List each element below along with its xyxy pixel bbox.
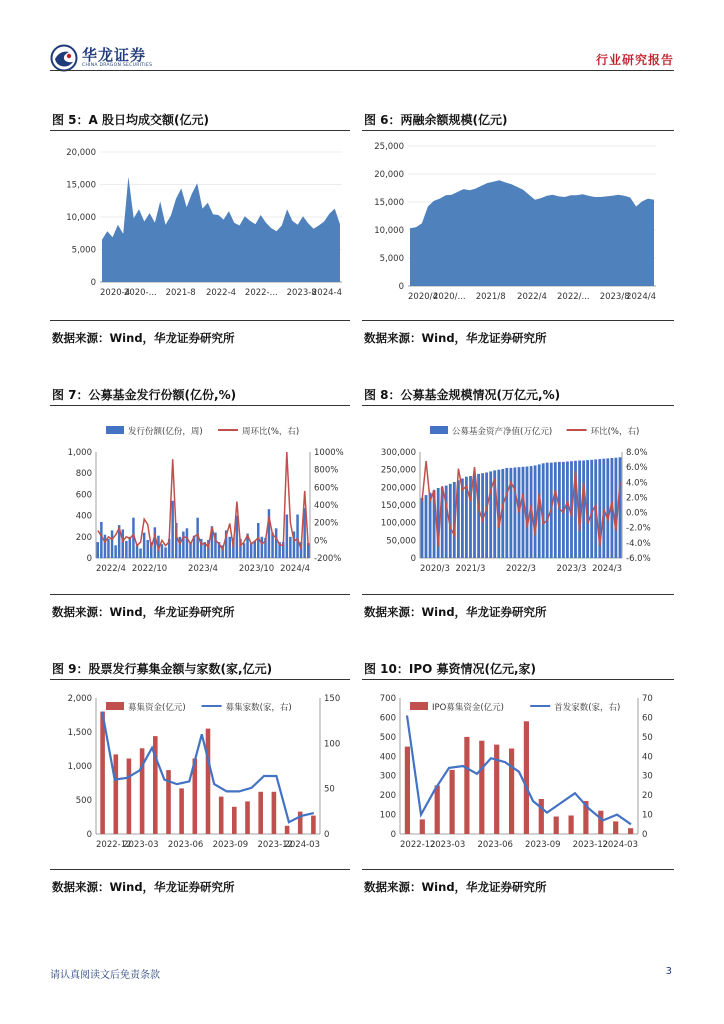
fig8-bar xyxy=(473,475,476,558)
fig8-bar xyxy=(485,473,488,559)
fig7-ytick-right-label: 200% xyxy=(314,518,339,529)
fig8-bar xyxy=(619,457,622,558)
figure-5-top-rule xyxy=(50,130,350,131)
fig7-bar xyxy=(147,540,150,558)
fig7-bar xyxy=(261,537,264,558)
fig8-ytick-label: 150,000 xyxy=(380,501,416,511)
fig7-xtick-label: 2024/4 xyxy=(280,564,310,574)
fig7-bar xyxy=(179,537,182,558)
fig6-ytick-label: 0 xyxy=(398,282,404,292)
figure-7-source: 数据来源：Wind，华龙证券研究所 xyxy=(52,605,235,619)
fig5-ytick-label: 5,000 xyxy=(71,245,96,256)
figure-6-source: 数据来源：Wind，华龙证券研究所 xyxy=(364,331,547,345)
fig9-xtick-label: 2023-03 xyxy=(123,840,159,850)
figure-10-chart xyxy=(364,688,672,863)
fig7-xtick-label: 2022/10 xyxy=(131,564,168,574)
fig10-ytick-right-label: 70 xyxy=(642,694,653,704)
fig6-ytick-label: 25,000 xyxy=(374,142,404,152)
fig7-bar xyxy=(275,528,278,558)
fig7-bar xyxy=(154,527,157,558)
fig7-bar xyxy=(286,515,289,559)
fig8-ytick-right-label: 0.0% xyxy=(626,508,648,519)
figure-5-bottom-rule xyxy=(50,320,350,321)
fig7-ytick-right-label: 0% xyxy=(314,536,328,547)
fig7-ytick-right-label: 400% xyxy=(314,501,339,511)
figure-9-source: 数据来源：Wind，华龙证券研究所 xyxy=(52,880,235,894)
fig9-ytick-right-label: 50 xyxy=(324,784,335,795)
fig5-xtick-label: 2023-8 xyxy=(286,288,317,298)
fig9-ytick-label: 500 xyxy=(75,796,92,806)
fig5-xtick-label: 2020-... xyxy=(123,288,157,298)
fig9-bar xyxy=(311,816,316,834)
fig7-bar xyxy=(97,542,100,558)
fig10-legend-line-label: 首发家数(家，右) xyxy=(554,703,621,713)
fig7-ytick-label: 400 xyxy=(75,511,92,522)
fig7-xtick-label: 2023/4 xyxy=(188,564,218,574)
report-type-label: 行业研究报告 xyxy=(595,53,674,67)
figure-8-bottom-rule xyxy=(362,594,674,595)
fig7-legend-bar-label: 发行份额(亿份，周) xyxy=(128,427,203,437)
fig10-line-series xyxy=(407,716,631,825)
fig7-bar xyxy=(104,535,107,558)
fig9-bar xyxy=(285,826,290,834)
figure-7-chart xyxy=(52,416,348,586)
fig10-legend-bar-swatch xyxy=(410,702,428,710)
fig9-bar xyxy=(232,807,237,834)
figure-9-caption: 图 9：股票发行募集金额与家数(家,亿元) xyxy=(52,662,273,676)
fig8-bar xyxy=(615,458,618,558)
figure-9-top-rule xyxy=(50,679,350,680)
fig6-xtick-label: 2022/... xyxy=(557,292,590,302)
fig7-ytick-right-label: 800% xyxy=(314,465,339,476)
fig8-legend-line-label: 环比(%，右) xyxy=(590,427,640,437)
fig10-ytick-label: 300 xyxy=(379,771,396,782)
fig5-ytick-label: 0 xyxy=(90,278,96,288)
fig10-ytick-label: 400 xyxy=(379,752,396,763)
fig7-legend-line-label: 周环比(%，右) xyxy=(242,427,300,437)
fig10-ytick-right-label: 0 xyxy=(642,830,648,840)
fig7-bar xyxy=(186,528,189,558)
fig10-bar xyxy=(420,819,425,834)
logo-english-name: CHINA DRAGON SECURITIES xyxy=(82,63,153,68)
fig6-ytick-label: 10,000 xyxy=(374,226,404,236)
fig10-xtick-label: 2023-06 xyxy=(477,840,513,850)
fig10-ytick-right-label: 50 xyxy=(642,732,653,743)
fig6-svg xyxy=(364,136,672,316)
fig7-ytick-label: 0 xyxy=(86,554,92,564)
fig7-bar xyxy=(296,515,299,559)
fig9-ytick-label: 2,000 xyxy=(67,694,92,704)
fig10-xtick-label: 2023-03 xyxy=(429,840,466,850)
figure-8-top-rule xyxy=(362,405,674,406)
fig7-ytick-label: 1,000 xyxy=(67,448,92,458)
fig10-bar xyxy=(509,749,514,835)
fig9-bar xyxy=(179,788,184,834)
fig7-bar xyxy=(129,537,132,558)
fig7-bar xyxy=(139,549,142,559)
fig8-ytick-label: 200,000 xyxy=(380,483,416,494)
header-divider xyxy=(50,70,674,71)
fig7-ytick-right-label: -200% xyxy=(314,554,342,564)
fig10-ytick-right-label: 40 xyxy=(642,752,653,763)
fig5-ytick-label: 10,000 xyxy=(66,213,96,223)
fig9-bar xyxy=(100,712,105,834)
fig10-ytick-right-label: 10 xyxy=(642,810,653,821)
fig7-bar xyxy=(161,544,164,558)
fig10-bar xyxy=(628,828,633,834)
fig9-ytick-label: 1,500 xyxy=(67,728,92,738)
fig7-bar xyxy=(243,543,246,558)
fig6-ytick-label: 20,000 xyxy=(374,170,404,180)
figure-5-caption: 图 5：A 股日均成交额(亿元) xyxy=(52,113,209,127)
figure-7-caption: 图 7：公募基金发行份额(亿份,%) xyxy=(52,388,237,402)
fig9-legend-bar-swatch xyxy=(106,702,124,710)
fig9-legend-line-label: 募集家数(家，右) xyxy=(225,703,292,713)
fig8-bar xyxy=(489,471,492,558)
fig9-bar xyxy=(258,792,263,834)
fig7-bar xyxy=(164,547,167,558)
dragon-logo-icon xyxy=(50,44,78,72)
fig10-ytick-label: 700 xyxy=(379,694,396,704)
fig9-xtick-label: 2022-12 xyxy=(96,840,132,850)
fig7-ytick-right-label: 600% xyxy=(314,483,339,494)
fig8-xtick-label: 2020/3 xyxy=(420,564,450,574)
figure-10-source: 数据来源：Wind，华龙证券研究所 xyxy=(364,880,547,894)
fig7-legend-bar-swatch xyxy=(106,426,124,434)
fig7-ytick-right-label: 1000% xyxy=(314,448,344,458)
fig8-bar xyxy=(477,474,480,558)
fig6-ytick-label: 15,000 xyxy=(374,198,404,208)
figure-9-chart xyxy=(52,688,348,863)
fig5-xtick-label: 2022-4 xyxy=(205,288,237,298)
fig5-xtick-label: 2021-8 xyxy=(165,288,196,298)
fig6-xtick-label: 2023/8 xyxy=(599,292,630,302)
fig9-ytick-right-label: 0 xyxy=(324,830,330,840)
fig8-ytick-right-label: -2.0% xyxy=(626,523,651,534)
fig10-svg xyxy=(364,688,672,863)
fig8-bar xyxy=(590,460,593,558)
fig7-ytick-label: 600 xyxy=(75,490,92,501)
fig8-svg xyxy=(364,416,672,586)
fig8-bar xyxy=(554,462,557,558)
fig7-bar xyxy=(114,545,117,558)
fig9-bar xyxy=(245,801,250,834)
fig7-bar xyxy=(289,537,292,558)
fig8-ytick-label: 100,000 xyxy=(380,518,416,529)
fig8-bar xyxy=(582,461,585,559)
fig7-xtick-label: 2023/10 xyxy=(238,564,275,574)
fig6-xtick-label: 2020/4 xyxy=(408,292,438,302)
fig8-xtick-label: 2023/3 xyxy=(556,564,587,574)
fig9-xtick-label: 2024-03 xyxy=(284,840,320,850)
fig7-bar xyxy=(143,533,146,558)
fig8-bar xyxy=(514,468,517,559)
fig10-xtick-label: 2023-12 xyxy=(572,840,609,850)
fig8-line-series xyxy=(422,461,620,546)
figure-5-source: 数据来源：Wind，华龙证券研究所 xyxy=(52,331,235,345)
fig8-ytick-right-label: 2.0% xyxy=(626,493,648,504)
figure-10-caption: 图 10：IPO 募资情况(亿元,家) xyxy=(364,662,537,676)
fig8-bar xyxy=(566,462,569,559)
fig10-bar xyxy=(554,817,559,835)
fig10-bar xyxy=(435,785,440,834)
figure-7-top-rule xyxy=(50,405,350,406)
fig8-bar xyxy=(429,493,432,558)
fig10-bar xyxy=(569,816,574,835)
fig10-bar xyxy=(613,821,618,834)
fig9-bar xyxy=(272,792,277,834)
fig7-bar xyxy=(125,541,128,558)
fig10-ytick-label: 100 xyxy=(379,810,396,821)
fig8-bar xyxy=(546,463,549,558)
fig8-bar xyxy=(505,468,508,558)
fig9-legend-bar-label: 募集资金(亿元) xyxy=(128,703,186,713)
footer-disclaimer: 请认真阅读文后免责条款 xyxy=(50,970,160,981)
fig10-xtick-label: 2023-09 xyxy=(525,840,561,850)
fig7-bar xyxy=(254,541,257,558)
fig8-bar xyxy=(522,467,525,558)
fig7-bar xyxy=(100,522,103,558)
fig9-xtick-label: 2023-12 xyxy=(257,840,293,850)
fig7-bar xyxy=(171,501,174,558)
fig7-svg xyxy=(52,416,348,586)
fig10-bar xyxy=(479,741,484,834)
fig10-bar xyxy=(494,745,499,834)
fig5-area-series xyxy=(102,177,340,282)
fig7-bar xyxy=(111,530,114,558)
fig9-bar xyxy=(206,729,211,834)
fig10-legend-bar-label: IPO募集资金(亿元) xyxy=(432,703,504,713)
fig7-bar xyxy=(136,545,139,558)
fig8-ytick-right-label: -4.0% xyxy=(626,538,651,549)
fig10-xtick-label: 2024-03 xyxy=(602,840,638,850)
fig5-ytick-label: 15,000 xyxy=(66,180,96,191)
fig8-ytick-right-label: -6.0% xyxy=(626,554,651,564)
figure-8-caption: 图 8：公募基金规模情况(万亿元,%) xyxy=(364,388,561,402)
fig5-ytick-label: 20,000 xyxy=(66,148,96,158)
fig9-svg xyxy=(52,688,348,863)
fig6-ytick-label: 5,000 xyxy=(379,254,404,264)
fig7-bar xyxy=(107,539,110,558)
figure-8-chart xyxy=(364,416,672,586)
fig8-ytick-right-label: 8.0% xyxy=(626,448,648,458)
fig9-xtick-label: 2023-09 xyxy=(212,840,249,850)
figure-5-chart xyxy=(52,140,348,315)
figure-7-bottom-rule xyxy=(50,594,350,595)
figure-8-source: 数据来源：Wind，华龙证券研究所 xyxy=(364,605,547,619)
fig10-ytick-right-label: 30 xyxy=(642,771,653,782)
fig8-ytick-right-label: 6.0% xyxy=(626,463,648,474)
fig10-bar xyxy=(598,811,603,834)
figure-10-top-rule xyxy=(362,679,674,680)
fig10-bar xyxy=(450,770,455,834)
fig7-bar xyxy=(122,529,125,558)
fig8-xtick-label: 2021/3 xyxy=(455,564,486,574)
fig6-xtick-label: 2021/8 xyxy=(475,292,506,302)
fig8-ytick-label: 300,000 xyxy=(380,448,416,458)
fig10-ytick-right-label: 60 xyxy=(642,713,653,724)
company-logo xyxy=(50,44,160,72)
fig8-legend-bar-label: 公募基金资产净值(万亿元) xyxy=(452,427,553,437)
fig10-bar xyxy=(405,747,410,834)
page-number: 3 xyxy=(665,966,672,977)
fig7-bar xyxy=(250,543,253,558)
fig9-ytick-right-label: 150 xyxy=(324,694,341,704)
fig10-ytick-label: 200 xyxy=(379,791,396,802)
fig10-ytick-right-label: 20 xyxy=(642,791,653,802)
fig8-bar xyxy=(526,467,529,559)
fig10-bar xyxy=(539,799,544,834)
fig8-bar xyxy=(445,486,448,558)
fig6-xtick-label: 2024/4 xyxy=(626,292,656,302)
fig8-ytick-right-label: 4.0% xyxy=(626,478,648,489)
fig9-bar xyxy=(114,754,119,834)
fig5-svg xyxy=(52,140,348,315)
fig5-xtick-label: 2020-4 xyxy=(100,288,131,298)
fig9-bar xyxy=(219,797,224,834)
figure-6-caption: 图 6：两融余额规模(亿元) xyxy=(364,113,508,127)
fig10-bar xyxy=(464,737,469,834)
figure-10-bottom-rule xyxy=(362,869,674,870)
fig10-bar xyxy=(524,721,529,834)
fig10-ytick-label: 0 xyxy=(390,830,396,840)
fig7-ytick-label: 200 xyxy=(75,532,92,543)
fig8-bar xyxy=(542,463,545,558)
fig8-bar xyxy=(421,498,424,558)
fig7-xtick-label: 2022/4 xyxy=(96,564,126,574)
fig6-xtick-label: 2020/... xyxy=(433,292,466,302)
figure-9-bottom-rule xyxy=(50,869,350,870)
fig8-bar xyxy=(602,459,605,558)
fig8-xtick-label: 2024/3 xyxy=(592,564,622,574)
fig7-bar xyxy=(182,532,185,559)
fig9-bar xyxy=(127,759,132,835)
fig9-xtick-label: 2023-06 xyxy=(167,840,204,850)
figure-6-bottom-rule xyxy=(362,320,674,321)
fig5-xtick-label: 2022-... xyxy=(244,288,278,298)
fig7-ytick-label: 800 xyxy=(75,469,92,480)
fig6-xtick-label: 2022/4 xyxy=(517,292,547,302)
fig9-ytick-right-label: 100 xyxy=(324,739,341,750)
logo-chinese-name: 华龙证券 xyxy=(82,46,147,64)
figure-6-top-rule xyxy=(362,130,674,131)
fig8-legend-bar-swatch xyxy=(430,426,448,434)
fig8-ytick-label: 0 xyxy=(410,554,416,564)
figure-6-chart xyxy=(364,136,672,316)
fig10-ytick-label: 500 xyxy=(379,732,396,743)
fig7-bar xyxy=(229,537,232,558)
fig9-ytick-label: 0 xyxy=(86,830,92,840)
fig10-ytick-label: 600 xyxy=(379,713,396,724)
fig8-bar xyxy=(425,495,428,558)
fig8-ytick-label: 50,000 xyxy=(386,536,416,547)
fig8-bar xyxy=(606,458,609,558)
fig10-xtick-label: 2022-12 xyxy=(400,840,436,850)
fig9-ytick-label: 1,000 xyxy=(67,762,92,772)
fig8-xtick-label: 2022/3 xyxy=(506,564,536,574)
fig8-ytick-label: 250,000 xyxy=(380,465,416,476)
fig8-bar xyxy=(534,465,537,558)
fig6-area-series xyxy=(410,180,654,286)
fig5-xtick-label: 2024-4 xyxy=(311,288,342,298)
